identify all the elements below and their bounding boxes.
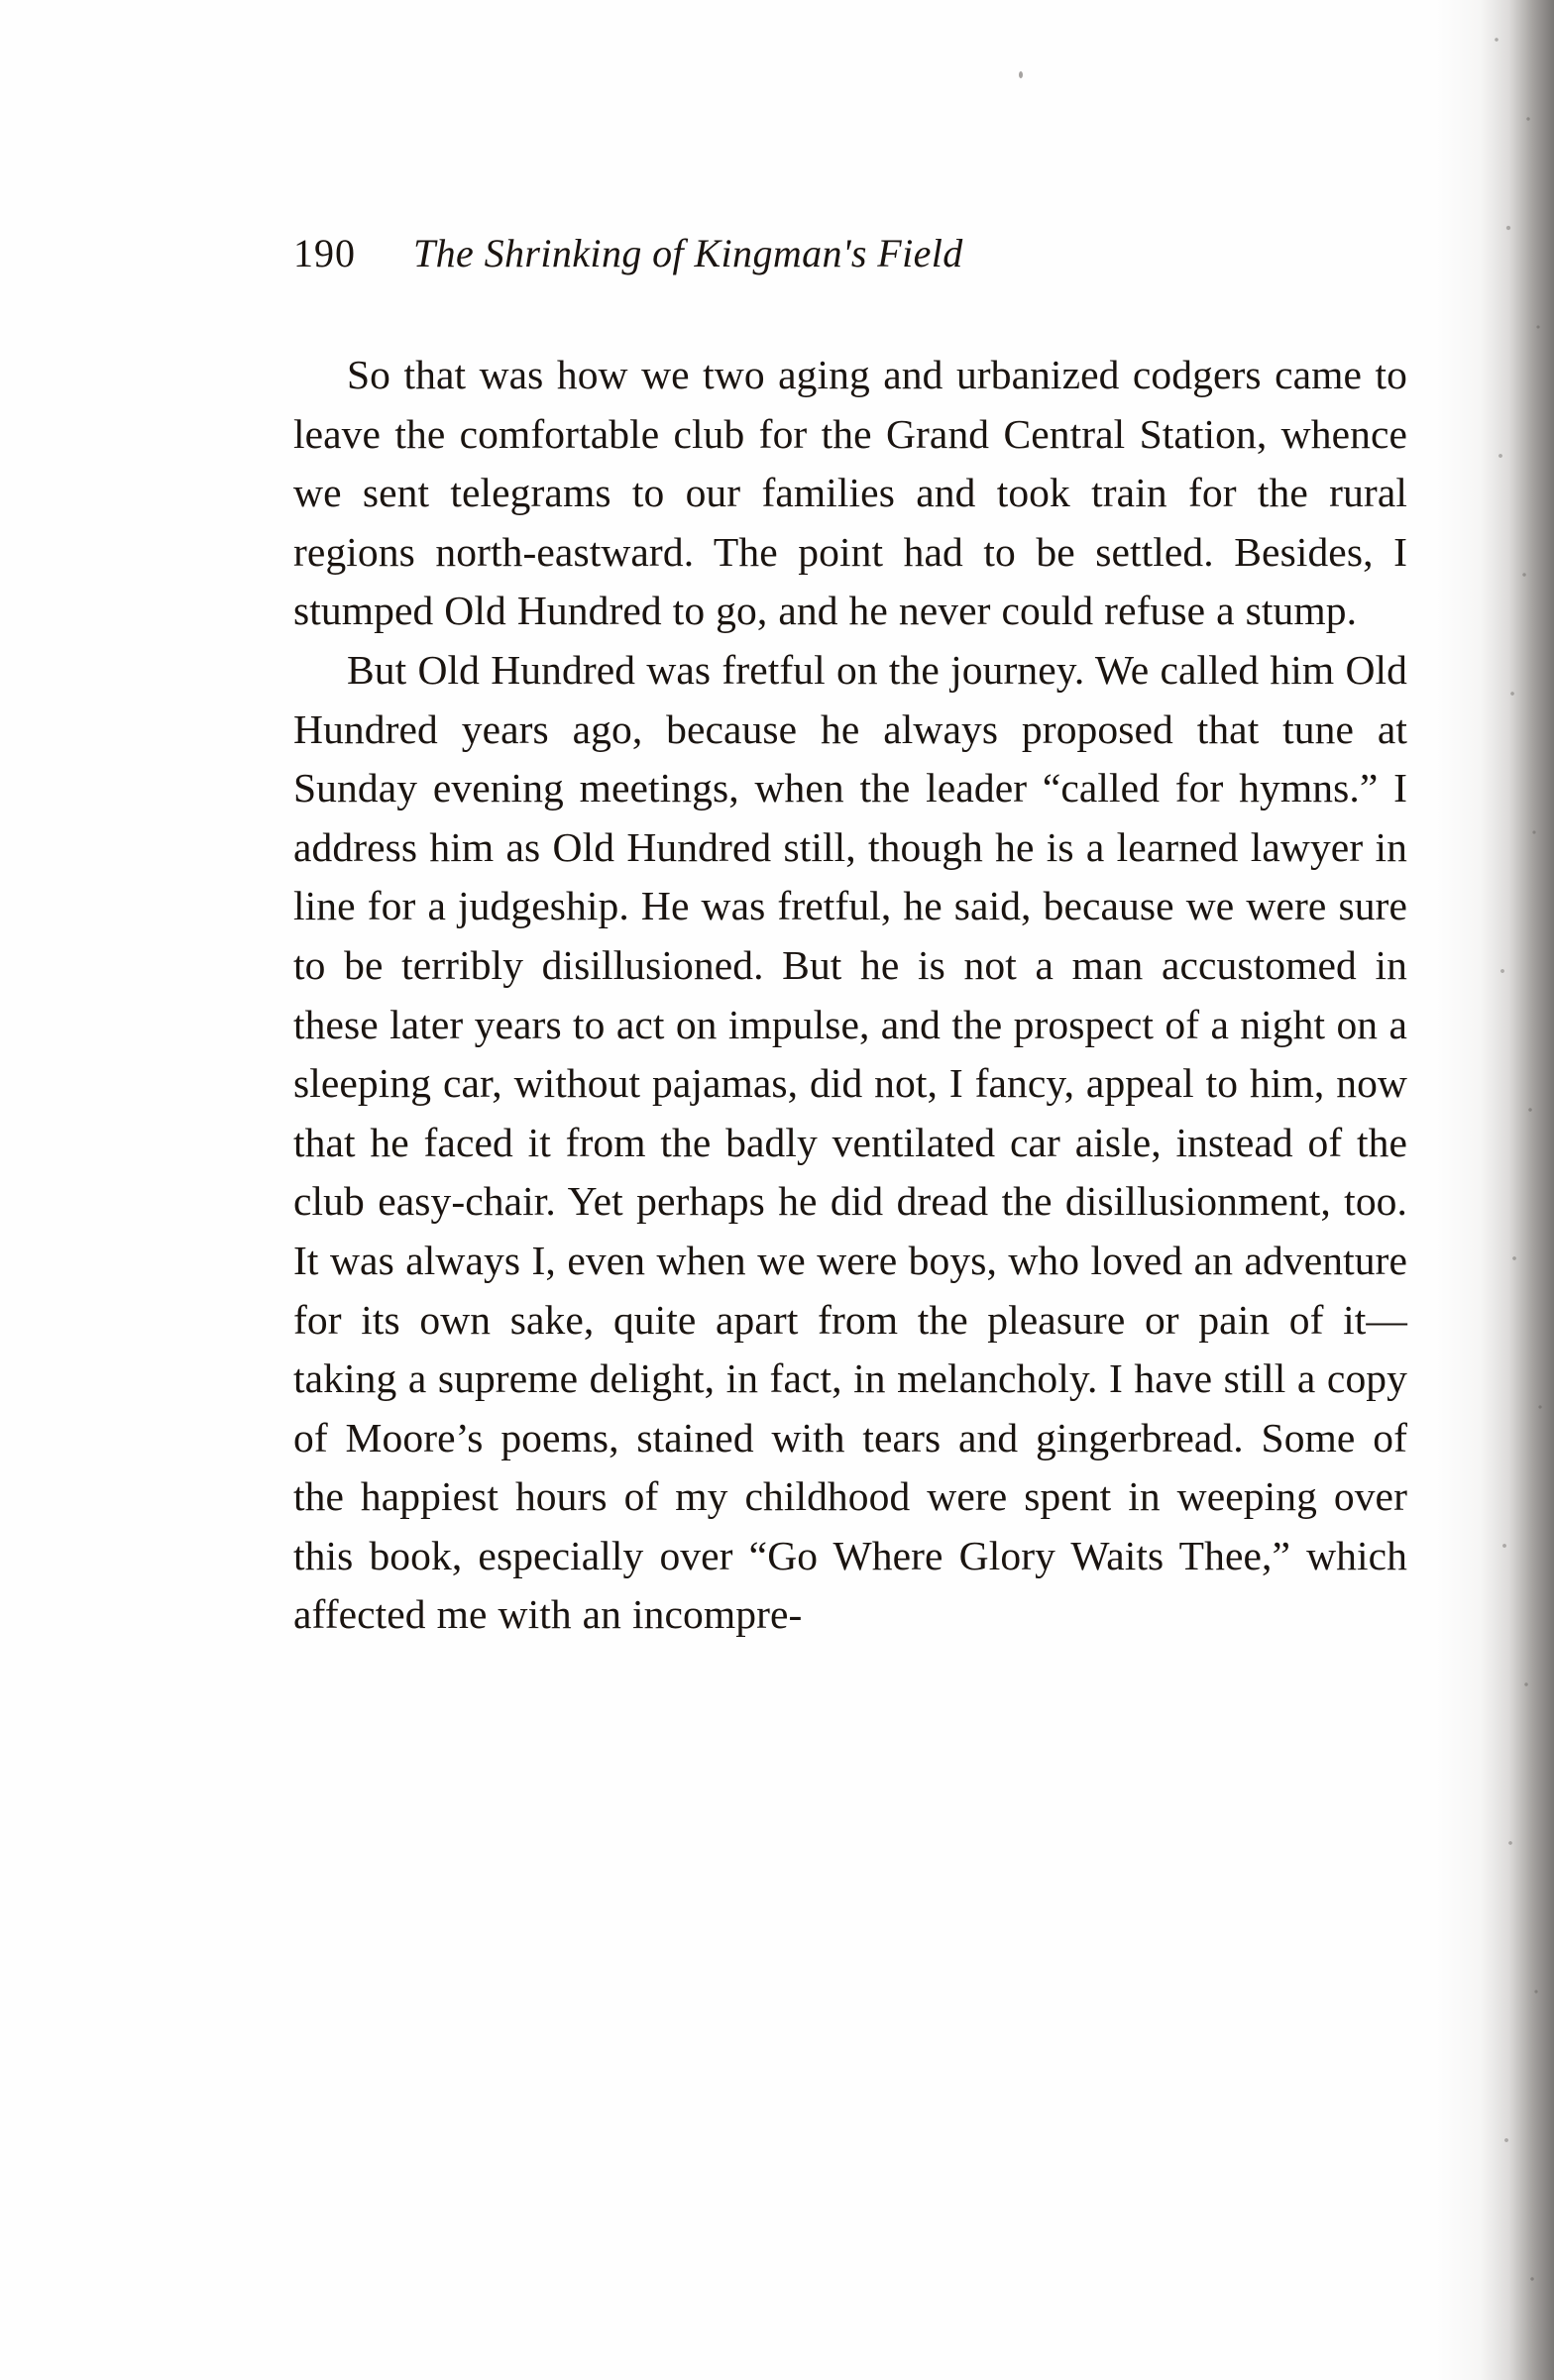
paragraph: But Old Hundred was fretful on the journey. We called him Old Hundred years ago, because he always proposed that tune at Sunday evening meetings, when the leader “called for hymns.” I address him as Old Hundred still, though he is a learned lawyer in line for a judgeship. He was fretful, he said, because we were sure to be terribly disillusioned. But he is not a man accustomed in these later years to act on impulse, and the prospect of a night on a sleeping car, without pajamas, did not, I fancy, appeal to him, now that he faced it from the badly ventilated car aisle, instead of the club easy-chair. Yet perhaps he did dread the disillusionment, too. It was always I, even when we were boys, who loved an adventure for its own sake, quite apart from the pleasure or pain of it—taking a supreme delight, in fact, in melancholy. I have still a copy of Moore’s poems, stained with tears and gingerbread. Some of the happiest hours of my childhood were spent in weeping over this book, especially over “Go Where Glory Waits Thee,” which affected me with an incompre- [293, 646, 1407, 1638]
paragraph: So that was how we two aging and urbanized codgers came to leave the comfortable club for the Grand Central Station, whence we sent telegrams to our families and took train for the rural regions north-eastward. The point had to be settled. Besides, I stumped Old Hundred to go, and he never could refuse a stump. [293, 352, 1407, 634]
gutter-speckle [1485, 0, 1554, 2380]
gutter-shadow [1435, 0, 1554, 2380]
running-head [293, 230, 1407, 276]
text-block [293, 230, 1407, 1645]
paper-speck [1019, 71, 1023, 78]
running-head-title: The Shrinking of Kingman's Field [413, 231, 963, 275]
page-number: 190 [293, 231, 356, 275]
